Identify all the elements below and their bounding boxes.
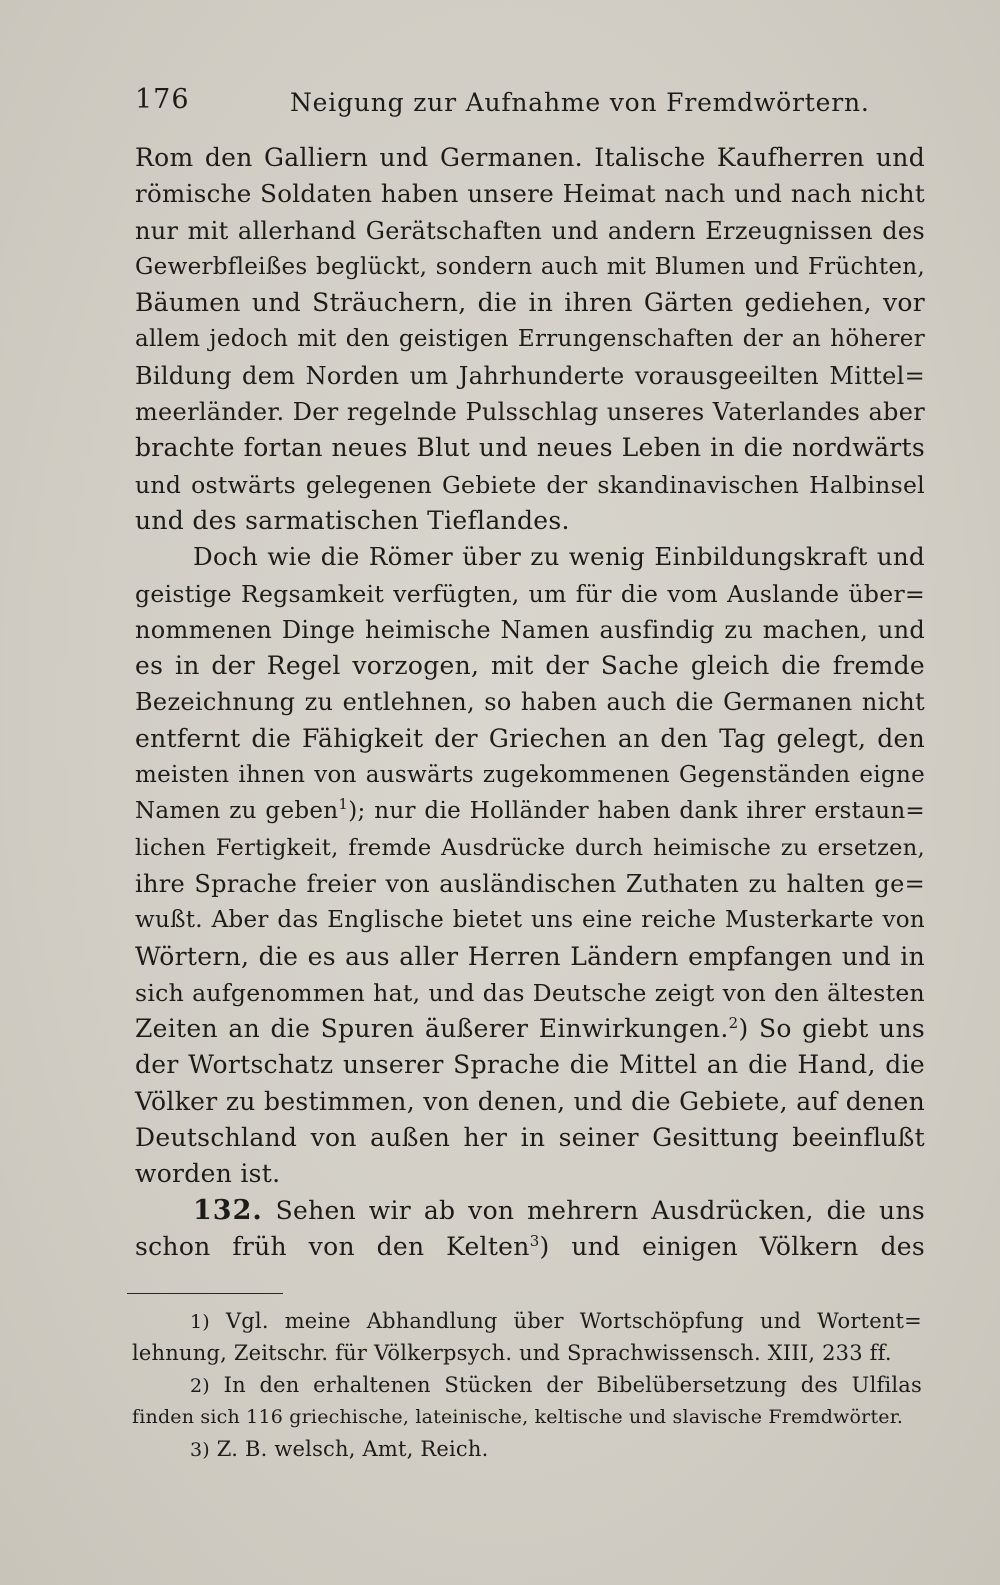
running-head: Neigung zur Aufnahme von Fremdwörtern.	[290, 88, 870, 117]
text-line: meisten ihnen von auswärts zugekommenen Gegenständen eigne	[135, 762, 925, 789]
text-line: nur mit allerhand Gerätschaften und andern Erzeugnissen des	[135, 216, 925, 245]
text-line: Bäumen und Sträuchern, die in ihren Gärten gediehen, vor	[135, 288, 925, 318]
section-number: 132.	[193, 1194, 263, 1226]
footnote-text: In den erhaltenen Stücken der Bibelübersetzung des Ulfilas	[223, 1373, 922, 1397]
text-line-with-footnote	[135, 1011, 925, 1047]
text-line: lichen Fertigkeit, fremde Ausdrücke durch heimische zu ersetzen,	[135, 834, 925, 861]
text-line: meerländer. Der regelnde Pulsschlag unseres Vaterlandes aber	[135, 398, 925, 427]
footnote-text: Z. B. welsch, Amt, Reich.	[216, 1437, 489, 1461]
text-line: römische Soldaten haben unsere Heimat nach und nach nicht	[135, 179, 925, 209]
footnote-3-line	[132, 1433, 922, 1465]
text-line: Völker zu bestimmen, von denen, und die Gebiete, auf denen	[135, 1086, 925, 1116]
text-segment: Sehen wir ab von mehrern Ausdrücken, die uns	[275, 1195, 925, 1225]
body-text	[135, 140, 925, 1265]
text-line: Wörtern, die es aus aller Herren Ländern empfangen und in	[135, 941, 925, 971]
footnote-1-line: lehnung, Zeitschr. für Völkerpsych. und Sprachwissensch. XIII, 233 ff.	[132, 1341, 892, 1365]
footnote-2-line	[132, 1369, 922, 1401]
text-line-with-footnote	[135, 793, 925, 829]
text-segment: ) und einigen Völkern des	[539, 1231, 925, 1261]
text-line: sich aufgenommen hat, und das Deutsche zeigt von den ältesten	[135, 978, 925, 1007]
paragraph-start-line: Doch wie die Römer über zu wenig Einbildungskraft und	[193, 542, 925, 572]
paragraph-end-line: worden ist.	[135, 1159, 281, 1189]
section-start-line	[135, 1193, 925, 1229]
text-line: allem jedoch mit den geistigen Errungenschaften der an höherer	[135, 326, 925, 353]
footnote-text: Vgl. meine Abhandlung über Wortschöpfung und Wortent=	[225, 1309, 922, 1333]
text-line: brachte fortan neues Blut und neues Leben in die nordwärts	[135, 433, 925, 463]
footnote-mark-3[interactable]: 3	[529, 1231, 540, 1250]
paragraph-end-line: und des sarmatischen Tieflandes.	[135, 505, 570, 535]
text-line-with-footnote	[135, 1229, 925, 1265]
page-number: 176	[135, 84, 190, 115]
footnote-mark-1[interactable]: 1	[338, 795, 349, 814]
text-line: Rom den Galliern und Germanen. Italische Kaufherren und	[135, 143, 925, 172]
text-segment: Namen zu geben	[135, 798, 339, 825]
footnote-divider	[127, 1293, 283, 1294]
text-line: Deutschland von außen her in seiner Gesittung beeinflußt	[135, 1123, 925, 1153]
footnote-mark-2[interactable]: 2	[728, 1014, 739, 1033]
text-line: geistige Regsamkeit verfügten, um für die vom Auslande über=	[135, 579, 925, 608]
footnote-number: 1)	[190, 1311, 210, 1333]
text-line: ihre Sprache freier von ausländischen Zuthaten zu halten ge=	[135, 869, 925, 898]
text-segment: Zeiten an die Spuren äußerer Einwirkungen.	[135, 1014, 729, 1044]
text-line: Bezeichnung zu entlehnen, so haben auch die Germanen nicht	[135, 688, 925, 717]
page-header	[135, 78, 925, 128]
text-line: Gewerbfleißes beglückt, sondern auch mit Blumen und Früchten,	[135, 253, 925, 280]
footnote-1-line	[132, 1305, 922, 1337]
text-segment: ); nur die Holländer haben dank ihrer erstaun=	[348, 798, 926, 825]
text-line: Bildung dem Norden um Jahrhunderte vorausgeeilten Mittel=	[135, 361, 925, 390]
footnote-number: 2)	[190, 1375, 210, 1397]
text-segment: ) So giebt uns	[738, 1014, 925, 1044]
text-line: es in der Regel vorzogen, mit der Sache gleich die fremde	[135, 651, 925, 681]
text-line: entfernt die Fähigkeit der Griechen an den Tag gelegt, den	[135, 723, 925, 753]
text-line: nommenen Dinge heimische Namen ausfindig zu machen, und	[135, 615, 925, 644]
text-segment: schon früh von den Kelten	[135, 1231, 530, 1261]
footnotes	[132, 1305, 922, 1465]
footnote-number: 3)	[190, 1439, 210, 1461]
text-line: wußt. Aber das Englische bietet uns eine reiche Musterkarte von	[135, 907, 925, 934]
text-line: der Wortschatz unserer Sprache die Mittel an die Hand, die	[135, 1050, 925, 1080]
footnote-2-line: finden sich 116 griechische, lateinische, keltische und slavische Fremdwörter.	[132, 1406, 904, 1428]
text-line: und ostwärts gelegenen Gebiete der skandinavischen Halbinsel	[135, 470, 925, 499]
